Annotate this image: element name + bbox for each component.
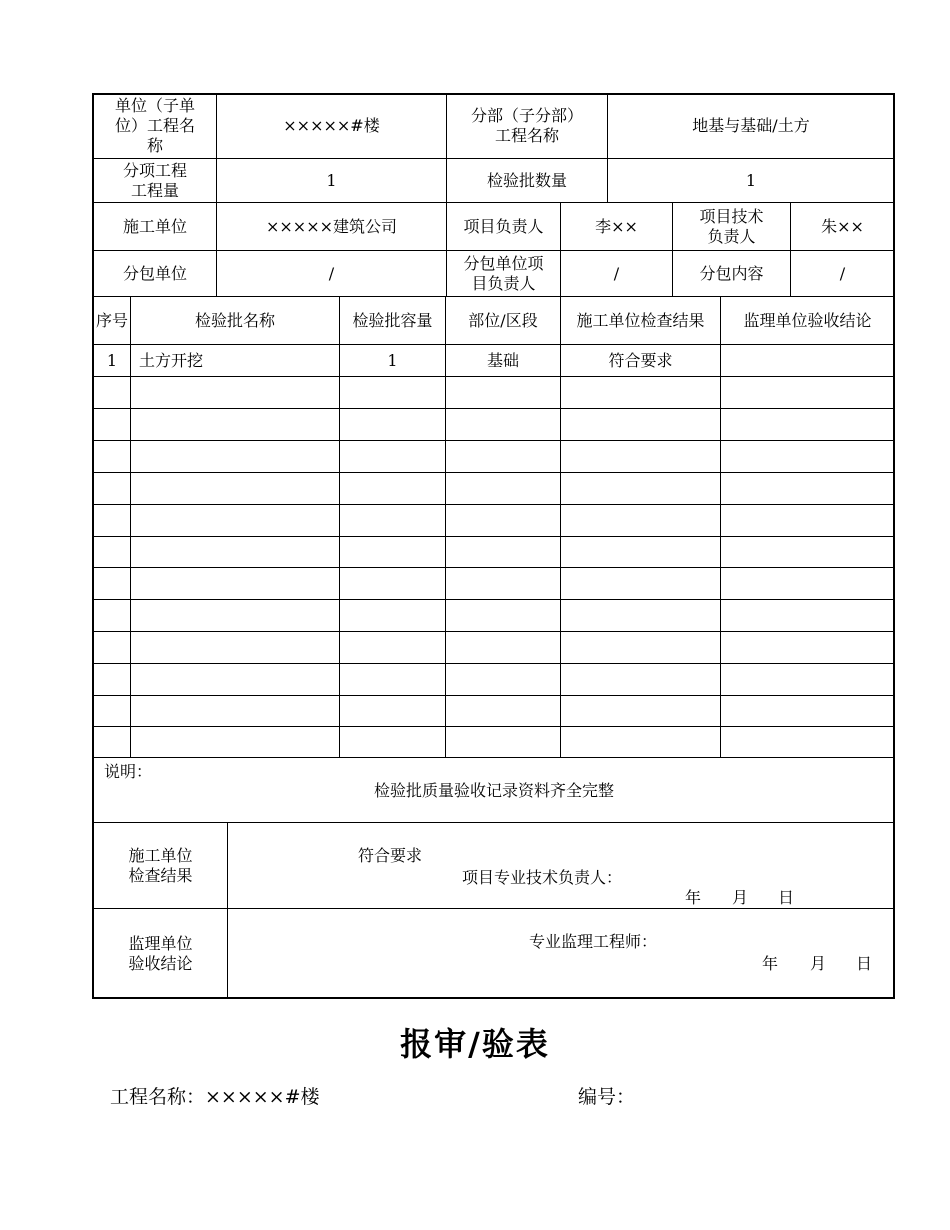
- supervisor-check-signer: 专业监理工程师：: [529, 932, 658, 951]
- table-cell-batch-capacity: 1: [387, 350, 398, 370]
- contractor-check-signer: 项目专业技术负责人：: [462, 868, 623, 887]
- division-value: 地基与基础/土方: [692, 116, 810, 135]
- table-cell-seq: 1: [106, 350, 118, 370]
- supervisor-check-label: 监理单位验收结论: [128, 933, 193, 973]
- row-divider: [93, 599, 894, 600]
- row-divider: [93, 504, 894, 505]
- subitem-qty-label: 分项工程工程量: [122, 160, 187, 200]
- sub-content-value: /: [839, 263, 846, 283]
- tech-lead-value: 朱××: [821, 216, 864, 236]
- table-cell-contractor-result: 符合要求: [608, 350, 673, 370]
- row-divider: [93, 472, 894, 473]
- notes-text: 检验批质量验收记录资料齐全完整: [373, 781, 614, 800]
- header-location: 部位/区段: [468, 310, 538, 330]
- form-number-label: 编号：: [578, 1086, 636, 1108]
- col-divider: [227, 822, 228, 998]
- header-seq: 序号: [96, 310, 129, 330]
- table-cell-batch-name: 土方开挖: [139, 350, 204, 370]
- supervisor-check-day: 日: [856, 954, 873, 973]
- header-supervisor-conclusion: 监理单位验收结论: [743, 310, 872, 330]
- form-title: 报审/验表: [400, 1025, 550, 1063]
- row-divider: [93, 757, 894, 758]
- contractor-check-day: 日: [778, 888, 795, 907]
- row-divider: [93, 408, 894, 409]
- row-divider: [93, 376, 894, 377]
- subcontractor-value: /: [328, 263, 335, 283]
- row-divider: [93, 567, 894, 568]
- header-contractor-result: 施工单位检查结果: [576, 310, 705, 330]
- contractor-check-result: 符合要求: [358, 846, 423, 865]
- row-divider: [93, 663, 894, 664]
- unit-name-label: 单位（子单位）工程名称: [114, 96, 195, 155]
- division-label: 分部（子分部）工程名称: [470, 106, 583, 145]
- sub-pm-label: 分包单位项目负责人: [463, 253, 544, 293]
- batch-count-value: 1: [745, 170, 757, 190]
- contractor-check-month: 月: [732, 888, 749, 907]
- pm-value: 李××: [595, 216, 638, 236]
- row-divider: [93, 440, 894, 441]
- row-divider: [93, 631, 894, 632]
- batch-count-label: 检验批数量: [486, 170, 567, 190]
- subitem-qty-value: 1: [326, 170, 337, 190]
- contractor-label: 施工单位: [122, 216, 187, 236]
- header-batch-capacity: 检验批容量: [352, 310, 433, 330]
- row-divider: [93, 536, 894, 537]
- contractor-check-label: 施工单位检查结果: [128, 845, 193, 885]
- sub-pm-value: /: [613, 263, 620, 283]
- pm-label: 项目负责人: [463, 216, 544, 236]
- subcontractor-label: 分包单位: [122, 263, 187, 283]
- contractor-value: ×××××建筑公司: [265, 216, 398, 236]
- tech-lead-label: 项目技术负责人: [699, 206, 764, 246]
- project-name-label: 工程名称：×××××#楼: [110, 1086, 320, 1108]
- unit-name-value: ×××××#楼: [283, 116, 380, 135]
- header-batch-name: 检验批名称: [194, 310, 275, 330]
- sub-content-label: 分包内容: [699, 263, 764, 283]
- supervisor-check-year: 年: [762, 954, 779, 973]
- row-divider: [93, 726, 894, 727]
- table-cell-location: 基础: [486, 350, 519, 370]
- contractor-check-year: 年: [685, 888, 702, 907]
- table-cell-supervisor-conclusion: [721, 345, 894, 376]
- notes-label: 说明：: [104, 762, 153, 781]
- supervisor-check-month: 月: [810, 954, 827, 973]
- row-divider: [93, 695, 894, 696]
